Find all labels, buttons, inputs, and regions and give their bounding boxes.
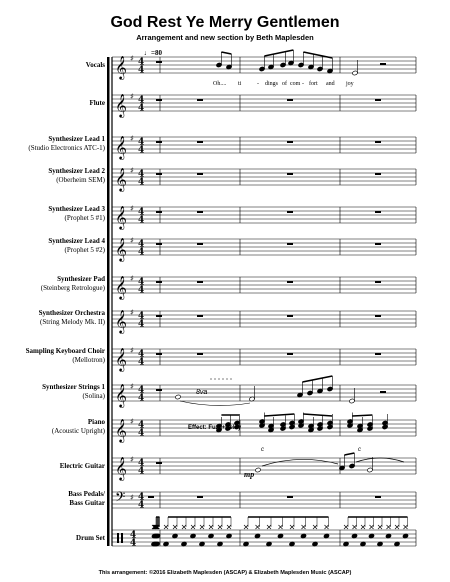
treble-clef: 𝄞 [115,93,127,117]
lyric-syllable: ti [238,81,242,87]
time-signature-bottom: 4 [138,393,145,404]
system-bracket [107,57,110,546]
hihat-note [353,525,357,529]
key-signature-sharp: ♯ [130,204,134,213]
hihat-note [290,525,294,529]
hihat-note [370,525,374,529]
treble-clef: 𝄞 [115,237,127,261]
whole-rest [156,315,162,317]
note-beam [302,376,332,382]
whole-rest [375,141,381,143]
time-signature-top: 4 [138,207,145,218]
hihat-note [279,525,283,529]
hihat-note [209,525,213,529]
whole-rest [156,61,162,63]
whole-rest [375,496,381,498]
hihat-note [395,525,399,529]
hihat-note [344,525,348,529]
dynamic-marking: mp [244,470,255,479]
instrument-name: Synthesizer Pad [57,275,105,283]
treble-clef: 𝄞 [115,205,127,229]
whole-rest [375,353,381,355]
instrument-name: Synthesizer Lead 1 [48,135,105,143]
whole-rest [197,281,203,283]
percussion-clef-bar [121,533,123,543]
effect-annotation: Effect: Fuzz+Delay [188,425,242,431]
treble-clef: 𝄞 [115,418,127,442]
time-signature-top: 4 [138,137,145,148]
whole-rest [197,141,203,143]
whole-rest [156,211,162,213]
hihat-note [244,525,248,529]
hihat-note [361,525,365,529]
hihat-note [267,525,271,529]
time-signature-top: 4 [138,57,145,68]
whole-rest [287,141,293,143]
whole-rest [197,353,203,355]
hihat-note [200,525,204,529]
guitar-whole-note [255,467,261,472]
time-signature-bottom: 4 [138,103,145,114]
treble-clef: 𝄞 [115,347,127,371]
whole-rest [375,243,381,245]
whole-rest [287,496,293,498]
key-signature-sharp: ♯ [130,308,134,317]
lyric-syllable: joy [346,81,354,87]
copyright-footer: This arrangement: ©2016 Elizabeth Maplesden (ASCAP) & Elizabeth Maplesden Music (ASCAP) [98,570,352,576]
lyric-syllable: dings [265,81,279,87]
treble-clef: 𝄞 [115,275,127,299]
instrument-name: Bass Pedals/ [68,490,105,498]
time-signature-bottom: 4 [138,215,145,226]
whole-rest [287,173,293,175]
whole-rest [156,173,162,175]
time-signature-bottom: 4 [138,145,145,156]
time-signature-bottom: 4 [138,466,145,477]
instrument-name: Vocals [85,61,105,69]
whole-rest [156,141,162,143]
whole-rest [197,211,203,213]
whole-rest [156,99,162,101]
whole-rest [197,315,203,317]
time-signature-top: 4 [138,311,145,322]
hihat-note [387,525,391,529]
time-signature-top: 4 [138,492,145,503]
tempo-marking: ♩=80 [144,49,162,57]
treble-clef: 𝄞 [115,456,127,480]
note-beam [264,414,294,416]
whole-rest [287,281,293,283]
time-signature-top: 4 [138,169,145,180]
note-beam [221,52,231,54]
half-rest [380,63,386,65]
instrument-subname: (Steinberg Retrologue) [40,283,105,292]
hihat-note [182,525,186,529]
whole-rest [197,496,203,498]
hihat-note [191,525,195,529]
instrument-subname: (String Melody Mk. II) [40,317,105,326]
time-signature-top: 4 [138,277,145,288]
time-signature-top: 4 [138,239,145,250]
time-signature-top: 4 [138,349,145,360]
whole-rest [148,496,154,498]
time-signature-bottom: 4 [138,65,145,76]
time-signature-top: 4 [138,458,145,469]
whole-rest [197,99,203,101]
note-beam [344,453,354,455]
whole-rest [375,315,381,317]
whole-rest [375,173,381,175]
key-signature-sharp: ♯ [130,493,134,502]
treble-clef: 𝄞 [115,383,127,407]
instrument-name: Flute [89,99,105,107]
instrument-name: Synthesizer Lead 4 [48,237,105,245]
time-signature-top: 4 [138,385,145,396]
key-signature-sharp: ♯ [130,54,134,63]
hihat-note [404,525,408,529]
time-signature-bottom: 4 [138,247,145,258]
lyric-syllable: Oh.... [213,81,227,87]
hihat-note [378,525,382,529]
whole-rest [156,462,162,464]
lyric-syllable: com [290,81,301,87]
key-signature-sharp: ♯ [130,92,134,101]
note-beam [303,414,332,416]
hihat-note [256,525,260,529]
instrument-name: Sampling Keyboard Choir [25,347,105,355]
key-signature-sharp: ♯ [130,134,134,143]
slur [356,458,404,462]
time-signature-top: 4 [138,95,145,106]
lyric-syllable: - [257,81,259,87]
instrument-name: Synthesizer Lead 3 [48,205,105,213]
instrument-name: Synthesizer Orchestra [38,309,105,317]
time-signature-top: 4 [138,420,145,431]
time-signature-bottom: 4 [138,177,145,188]
whole-rest [375,211,381,213]
time-signature-bottom: 4 [138,285,145,296]
hihat-note [313,525,317,529]
note-beam [352,415,372,416]
whole-rest [287,243,293,245]
instrument-subname: (Studio Electronics ATC-1) [28,143,105,152]
time-signature-bottom: 4 [138,319,145,330]
bass-clef: 𝄢 [115,489,126,508]
note-beam [264,50,293,56]
instrument-name: Piano [87,418,105,426]
tie [180,401,250,406]
lyric-syllable: - [302,81,304,87]
key-signature-sharp: ♯ [130,417,134,426]
hihat-note [325,525,329,529]
whole-rest [375,99,381,101]
time-signature-bottom: 4 [130,538,137,549]
whole-rest [287,99,293,101]
time-signature-top: 4 [130,530,137,541]
instrument-name: Drum Set [76,534,105,542]
hihat-note [227,525,231,529]
instrument-name: Synthesizer Strings 1 [42,383,105,391]
instrument-name: Electric Guitar [59,462,105,470]
treble-clef: 𝄞 [115,135,127,159]
whole-rest [375,281,381,283]
slur [262,459,338,466]
whole-rest [287,315,293,317]
half-rest [380,391,386,393]
whole-rest [197,173,203,175]
whole-rest [287,211,293,213]
hihat-note [173,525,177,529]
key-signature-sharp: ♯ [130,455,134,464]
percussion-clef-bar [117,533,119,543]
whole-rest [156,389,162,391]
whole-rest [156,281,162,283]
instrument-subname: (Oberheim SEM) [56,175,105,184]
lyric-syllable: of [282,81,287,87]
hihat-note [164,525,168,529]
time-signature-bottom: 4 [138,428,145,439]
instrument-name: Synthesizer Lead 2 [48,167,105,175]
instrument-subname: Bass Guitar [69,498,105,507]
chord-symbol-2: c [358,447,361,453]
hihat-note [302,525,306,529]
key-signature-sharp: ♯ [130,236,134,245]
page-subtitle: Arrangement and new section by Beth Maplesden [136,33,314,42]
chord-symbol: c [261,447,264,453]
time-signature-bottom: 4 [138,500,145,511]
lyric-syllable: and [326,81,335,87]
instrument-subname: (Solina) [82,391,105,400]
treble-clef: 𝄞 [115,309,127,333]
octave-marking: 8va [196,389,208,396]
treble-clef: 𝄞 [115,55,127,79]
time-signature-bottom: 4 [138,357,145,368]
instrument-subname: (Mellotron) [72,355,105,364]
instrument-subname: (Prophet 5 #2) [64,245,105,254]
key-signature-sharp: ♯ [130,382,134,391]
key-signature-sharp: ♯ [130,166,134,175]
instrument-subname: (Acoustic Upright) [51,426,105,435]
page-title: God Rest Ye Merry Gentlemen [110,14,340,31]
hihat-note [218,525,222,529]
key-signature-sharp: ♯ [130,274,134,283]
lyric-syllable: fort [309,81,318,87]
strings-whole-note [175,394,181,399]
treble-clef: 𝄞 [115,167,127,191]
whole-rest [156,243,162,245]
whole-rest [197,243,203,245]
key-signature-sharp: ♯ [130,346,134,355]
whole-rest [156,353,162,355]
instrument-subname: (Prophet 5 #1) [64,213,105,222]
whole-rest [287,353,293,355]
